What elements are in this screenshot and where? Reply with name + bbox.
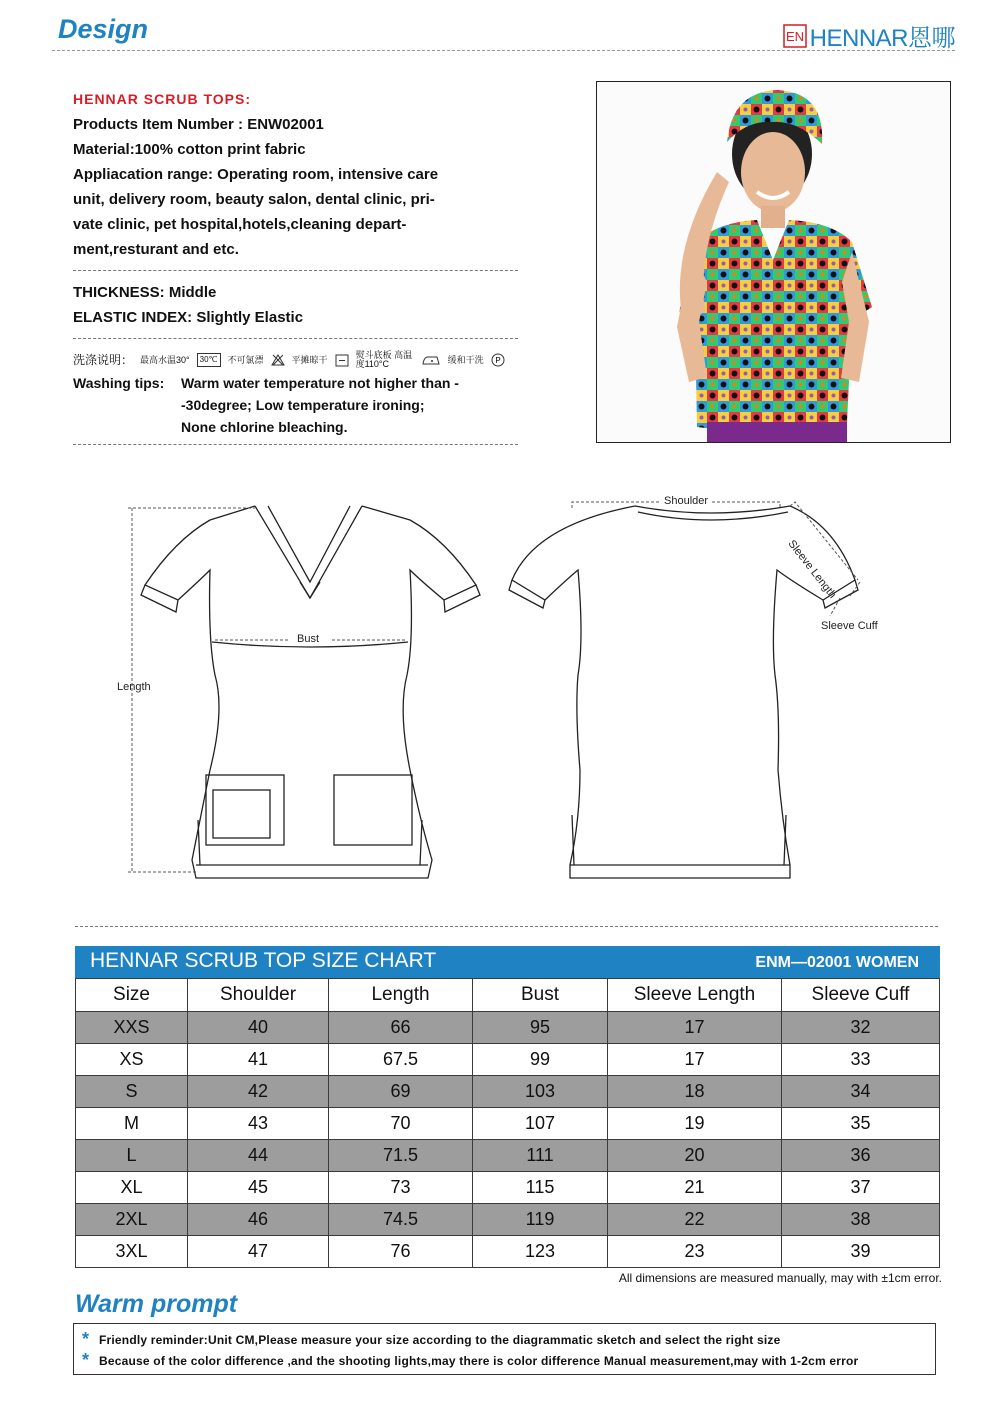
svg-text:P: P: [494, 356, 501, 365]
table-row: XL 45 73 115 21 37: [76, 1172, 940, 1204]
sleeve-length-guide: [790, 502, 858, 580]
care-label: 洗涤说明：: [73, 352, 134, 367]
sleeve-cuff-label: Sleeve Cuff: [821, 620, 878, 632]
washing-tips: Washing tips: Warm water temperature not higher than - -30degree; Low temperature ironing; None chlorine bleaching.: [73, 375, 459, 435]
product-photo: [596, 81, 951, 443]
asterisk-icon: *: [82, 1329, 90, 1349]
table-row: 3XL 47 76 123 23 39: [76, 1236, 940, 1268]
iron-icon: [421, 354, 441, 366]
warm-prompt-item: * Friendly reminder:Unit CM,Please measure your size according to the diagrammatic sketch and select the right size: [82, 1329, 781, 1349]
application-range: Appliacation range: Operating room, intensive care unit, delivery room, beauty salon, dental clinic, pri- vate clinic, pet hospital,hotels,cleaning depart- ment,resturant and etc.: [73, 166, 439, 258]
wash-30-icon: 30℃: [197, 353, 221, 367]
table-row: XS 41 67.5 99 17 33: [76, 1044, 940, 1076]
warm-prompt-box: [73, 1323, 936, 1375]
measurement-diagram: [0, 470, 1000, 900]
table-row: 2XL 46 74.5 119 22 38: [76, 1204, 940, 1236]
care-dry-flat: 平摊晾干: [291, 354, 328, 365]
size-chart-header: [75, 946, 940, 978]
column-header: Size: [76, 979, 188, 1012]
care-dry-clean: 缓和干洗: [447, 354, 484, 365]
column-header: Shoulder: [188, 979, 329, 1012]
thickness: THICKNESS: Middle: [73, 284, 217, 301]
column-header: Bust: [473, 979, 608, 1012]
table-row: S 42 69 103 18 34: [76, 1076, 940, 1108]
column-header: Sleeve Length: [608, 979, 782, 1012]
dry-clean-icon: [491, 353, 505, 367]
measurement-note: All dimensions are measured manually, may with ±1cm error.: [618, 1271, 942, 1285]
sleeve-length-label: Sleeve Length: [785, 538, 839, 601]
divider: [73, 338, 518, 339]
table-row: M 43 70 107 19 35: [76, 1108, 940, 1140]
hennar-logo-icon: [783, 24, 807, 48]
length-label: Length: [117, 681, 151, 693]
bust-label: Bust: [297, 633, 320, 645]
size-chart-title: HENNAR SCRUB TOP SIZE CHART: [90, 949, 437, 972]
care-iron: 熨斗底板 高温度110°C: [355, 350, 413, 369]
size-table: [75, 978, 940, 1268]
product-info: [73, 87, 518, 454]
brand-logo: [783, 18, 955, 53]
divider: [73, 444, 518, 445]
front-body-outline: [145, 506, 476, 878]
item-number: Products Item Number : ENW02001: [73, 116, 324, 133]
warm-prompt-item: * Because of the color difference ,and the shooting lights,may there is color difference Manual measurement,may with 1-2cm error: [82, 1350, 859, 1370]
size-chart: [75, 946, 940, 1285]
section-divider: [75, 926, 938, 927]
material: Material:100% cotton print fabric: [73, 141, 306, 158]
product-heading: HENNAR SCRUB TOPS:: [73, 91, 251, 107]
asterisk-icon: *: [82, 1350, 90, 1370]
column-header: Sleeve Cuff: [782, 979, 940, 1012]
warm-prompt-title: Warm prompt: [75, 1290, 238, 1318]
brand-name: HENNAR恩哪: [809, 25, 955, 52]
shoulder-label: Shoulder: [664, 495, 709, 507]
page-title: Design: [58, 14, 149, 44]
divider: [73, 270, 518, 271]
column-header: Length: [329, 979, 473, 1012]
no-bleach-icon: [271, 354, 285, 366]
table-row: XXS 40 66 95 17 32: [76, 1012, 940, 1044]
table-row: L 44 71.5 111 20 36: [76, 1140, 940, 1172]
care-wash-temp: 最高水温30°: [140, 354, 190, 365]
model-photo-illustration: [597, 82, 951, 443]
sleeve-cuff-guide: [830, 582, 860, 616]
care-no-bleach: 不可氯漂: [227, 354, 264, 365]
table-header-row: [76, 979, 940, 1012]
elastic-index: ELASTIC INDEX: Slightly Elastic: [73, 309, 304, 326]
care-symbols: [73, 348, 518, 372]
size-chart-model: ENM—02001 WOMEN: [755, 954, 919, 971]
svg-text:EN: EN: [785, 28, 804, 44]
dry-flat-icon: [335, 354, 349, 367]
header-divider: [52, 50, 955, 51]
